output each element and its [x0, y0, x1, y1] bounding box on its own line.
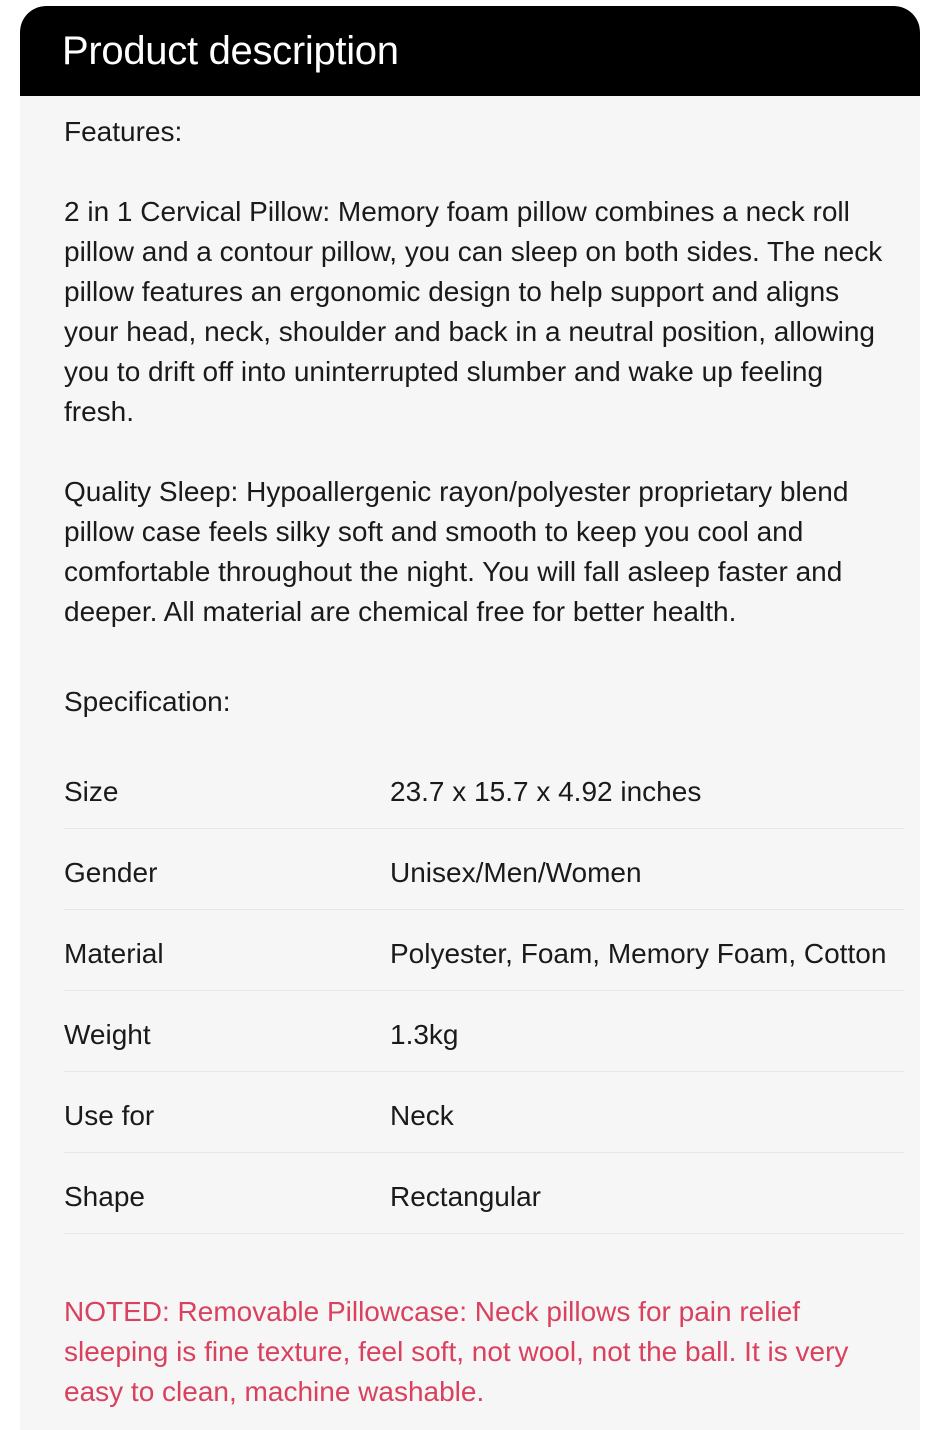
- spec-row-use-for: [64, 1072, 904, 1153]
- product-description-header: [20, 6, 920, 96]
- spec-key: Shape: [64, 1181, 145, 1212]
- spec-row-size: [64, 748, 904, 829]
- features-heading: Features:: [64, 116, 183, 147]
- specification-heading: Specification:: [64, 686, 231, 717]
- spec-value: Neck: [390, 1100, 454, 1131]
- spec-row-weight: [64, 991, 904, 1072]
- spec-value: 23.7 x 15.7 x 4.92 inches: [390, 776, 702, 807]
- spec-key: Size: [64, 776, 119, 807]
- product-description-card: [20, 6, 920, 1430]
- spec-value: Unisex/Men/Women: [390, 857, 642, 888]
- spec-row-material: [64, 910, 904, 991]
- specification-table: [64, 748, 904, 1234]
- page-title: Product description: [62, 29, 399, 73]
- pillowcase-note: NOTED: Removable Pillowcase: Neck pillows for pain relief sleeping is fine texture, feel soft, not wool, not the ball. It is very easy to clean, machine washable.: [64, 1296, 849, 1407]
- feature-paragraph-quality-sleep: Quality Sleep: Hypoallergenic rayon/polyester proprietary blend pillow case feels silky soft and smooth to keep you cool and comfortable throughout the night. You will fall asleep faster and deeper. All material are chemical free for better health.: [64, 476, 849, 627]
- spec-value: Polyester, Foam, Memory Foam, Cotton: [390, 938, 887, 969]
- spec-value: Rectangular: [390, 1181, 541, 1212]
- spec-row-shape: [64, 1153, 904, 1234]
- spec-row-gender: [64, 829, 904, 910]
- feature-paragraph-cervical-pillow: 2 in 1 Cervical Pillow: Memory foam pillow combines a neck roll pillow and a contour pillow, you can sleep on both sides. The neck pillow features an ergonomic design to help support and aligns your head, neck, shoulder and back in a neutral position, allowing you to drift off into uninterrupted slumber and wake up feeling fresh.: [64, 196, 883, 427]
- spec-key: Gender: [64, 857, 158, 888]
- spec-key: Material: [64, 938, 164, 969]
- spec-key: Weight: [64, 1019, 151, 1050]
- spec-key: Use for: [64, 1100, 155, 1131]
- spec-value: 1.3kg: [390, 1019, 459, 1050]
